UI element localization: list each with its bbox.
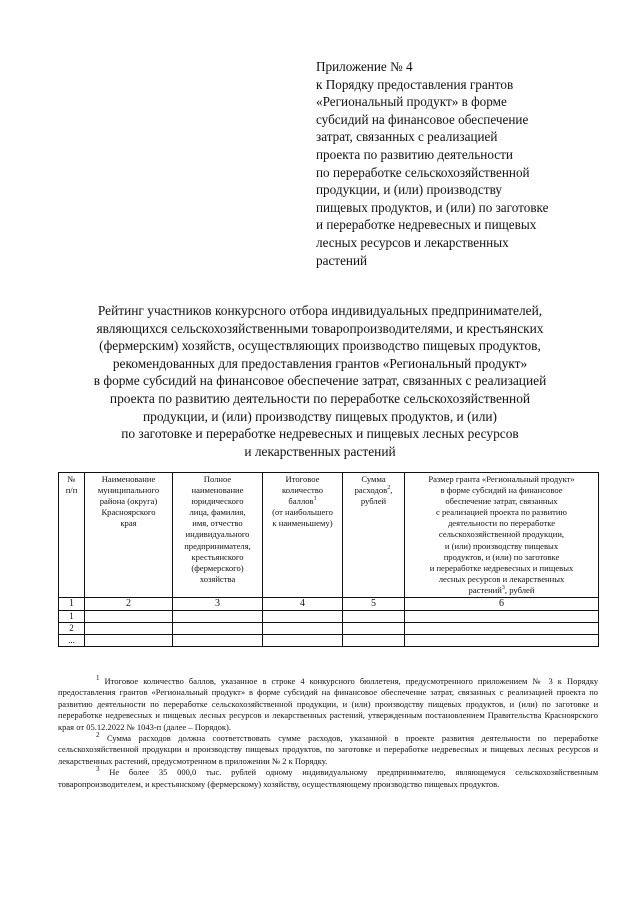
header-line: сельскохозяйственной продукции, xyxy=(438,529,565,540)
table-cell xyxy=(405,635,599,647)
header-line: Итоговое xyxy=(285,474,320,484)
footnote-marker: 1 xyxy=(313,496,317,503)
header-line: и (или) производству пищевых xyxy=(444,540,559,551)
table-cell xyxy=(263,611,343,623)
header-line: предпринимателя, xyxy=(184,540,251,551)
header-line: и переработке недревесных и пищевых xyxy=(429,562,574,573)
footnotes xyxy=(58,676,598,790)
title-line: и лекарственных растений xyxy=(244,443,396,459)
header-line: Красноярского xyxy=(101,507,156,518)
header-line: Размер гранта «Региональный продукт» xyxy=(428,474,575,484)
annex-line: лесных ресурсов и лекарственных xyxy=(316,234,509,250)
header-line: баллов$^1$ xyxy=(288,496,317,507)
header-line: растений$^3$, рублей xyxy=(468,584,535,595)
annex-line: затрат, связанных с реализацией xyxy=(316,129,498,145)
footnote-marker: 2 xyxy=(387,485,391,492)
header-line: наименование xyxy=(191,485,244,496)
title-line: Рейтинг участников конкурсного отбора индивидуальных предпринимателей, xyxy=(97,303,543,318)
header-cell-number xyxy=(59,473,85,598)
header-cell-text xyxy=(265,474,340,529)
header-cell-grant xyxy=(405,473,599,598)
table-cell xyxy=(263,635,343,647)
header-cell-expenses xyxy=(343,473,405,598)
row-label: ... xyxy=(59,635,85,647)
header-line: индивидуального xyxy=(185,529,250,540)
header-cell-text xyxy=(345,474,402,507)
header-line: района (округа) xyxy=(99,496,158,507)
header-line: муниципального xyxy=(97,485,160,496)
footnote-marker: 2 xyxy=(96,731,100,740)
annex-line: субсидий на финансовое обеспечение xyxy=(316,111,529,127)
header-line: к наименьшему) xyxy=(272,518,333,529)
table-cell xyxy=(85,611,173,623)
table-cell xyxy=(85,635,173,647)
column-number: 3 xyxy=(173,598,263,611)
footnote-marker: 1 xyxy=(96,674,100,683)
header-line: крестьянского xyxy=(191,551,244,562)
table-cell xyxy=(343,623,405,635)
title-line: в форме субсидий на финансовое обеспечение затрат, связанных с реализацией xyxy=(93,373,547,389)
title-line: (фермерским) хозяйств, осуществляющих производство пищевых продуктов, xyxy=(99,338,541,354)
footnote-1: $^1$ Итоговое количество баллов, указанное в строке 4 конкурсного бюллетеня, предусмотренного приложением № 3 к Порядку предоставления грантов «Региональный продукт» в форме субсидий на финансовое обеспечение затрат, связанных с реализацией проекта по развитию деятельности по переработке сельскохозяйственной продукции, и (или) производству пищевых продуктов, и (или) по заготовке и переработке недревесных и пищевых лесных ресурсов и лекарственных растений, утвержденным постановлением Правительства Красноярского края от 05.12.2022 № 1043-п (далее – Порядок). xyxy=(58,674,599,732)
row-label: 2 xyxy=(59,623,85,635)
annex-line: и переработке недревесных и пищевых xyxy=(316,217,537,233)
column-number: 6 xyxy=(405,598,599,611)
footnote-2: $^2$ Сумма расходов должна соответствовать сумме расходов, указанной в проекте развития деятельности по переработке сельскохозяйственной продукции и производству пищевых продуктов, по заготовке и переработке недревесных и пищевых лесных ресурсов и лекарственных растений, предусмотренном в приложении № 2 к Порядку. xyxy=(58,731,599,766)
column-number: 2 xyxy=(85,598,173,611)
header-line: продуктов, и (или) по заготовке xyxy=(443,551,560,562)
footnote-3: $^3$ Не более 35 000,0 тыс. рублей одному индивидуальному предпринимателю, являющемуся сельскохозяйственным товаропроизводителем, и крестьянскому (фермерскому) хозяйству, осуществляющему производство пищевых продуктов. xyxy=(58,765,599,789)
table-row xyxy=(59,623,599,635)
header-cell-text xyxy=(407,474,596,596)
header-line: имя, отчество xyxy=(192,518,243,529)
header-line: деятельности по переработке xyxy=(447,518,556,529)
row-label: 1 xyxy=(59,611,85,623)
title-line: по заготовке и переработке недревесных и пищевых лесных ресурсов xyxy=(121,426,519,442)
table-cell xyxy=(85,623,173,635)
header-line: в форме субсидий на финансовое xyxy=(440,485,563,496)
title-line: являющихся сельскохозяйственными товаропроизводителями, и крестьянских xyxy=(96,320,544,336)
title-line: проекта по развитию деятельности по переработке сельскохозяйственной xyxy=(109,390,531,406)
table-cell xyxy=(173,623,263,635)
header-cell-text xyxy=(87,474,170,529)
table-cell xyxy=(343,635,405,647)
header-line: края xyxy=(120,518,137,529)
annex-line: Приложение № 4 xyxy=(316,59,413,74)
header-line: рублей xyxy=(360,496,387,507)
table-cell xyxy=(405,611,599,623)
header-line: расходов$^2$, xyxy=(354,485,393,496)
header-cell-district xyxy=(85,473,173,598)
header-line: лесных ресурсов и лекарственных xyxy=(438,573,565,584)
column-number: 5 xyxy=(343,598,405,611)
header-line: количество xyxy=(281,485,324,496)
header-line: обеспечение затрат, связанных xyxy=(445,496,558,507)
title-line: продукции, и (или) производству пищевых продуктов, и (или) xyxy=(142,408,498,424)
footnote-marker: 3 xyxy=(501,585,505,592)
rating-table xyxy=(58,472,599,647)
header-cell-text xyxy=(175,474,260,585)
table-cell xyxy=(263,623,343,635)
header-line: юридического xyxy=(191,496,244,507)
header-cell-participant xyxy=(173,473,263,598)
annex-line: проекта по развитию деятельности xyxy=(316,146,513,162)
header-line: Полное xyxy=(203,474,232,484)
annex-line: продукции, и (или) производству xyxy=(316,182,503,198)
header-line: (фермерского) xyxy=(191,562,244,573)
column-number-row xyxy=(59,598,599,611)
table-cell xyxy=(173,611,263,623)
column-number: 4 xyxy=(263,598,343,611)
header-cell-text xyxy=(61,474,82,496)
document-title xyxy=(40,302,600,460)
annex-line: растений xyxy=(316,252,368,268)
header-line: (от наибольшего xyxy=(272,507,333,518)
table-cell xyxy=(405,623,599,635)
header-line: Сумма xyxy=(361,474,386,484)
header-line: хозяйства xyxy=(199,573,236,584)
table-row xyxy=(59,611,599,623)
annex-line: к Порядку предоставления грантов xyxy=(316,76,514,92)
header-line: Наименование xyxy=(101,474,156,484)
header-line: с реализацией проекта по развитию xyxy=(436,507,567,518)
table-row xyxy=(59,635,599,647)
annex-header xyxy=(316,58,616,269)
table-header-row xyxy=(59,473,599,598)
annex-line: пищевых продуктов, и (или) по заготовке xyxy=(316,199,549,215)
column-number: 1 xyxy=(59,598,85,611)
annex-line: «Региональный продукт» в форме xyxy=(316,94,507,110)
annex-line: по переработке сельскохозяйственной xyxy=(316,164,530,180)
table-cell xyxy=(173,635,263,647)
table-cell xyxy=(343,611,405,623)
header-line: п/п xyxy=(65,485,78,496)
footnote-marker: 3 xyxy=(96,765,100,774)
header-line: лица, фамилия, xyxy=(189,507,246,518)
header-cell-score xyxy=(263,473,343,598)
title-line: рекомендованных для предоставления грантов «Региональный продукт» xyxy=(112,355,528,371)
header-line: № xyxy=(67,474,76,484)
